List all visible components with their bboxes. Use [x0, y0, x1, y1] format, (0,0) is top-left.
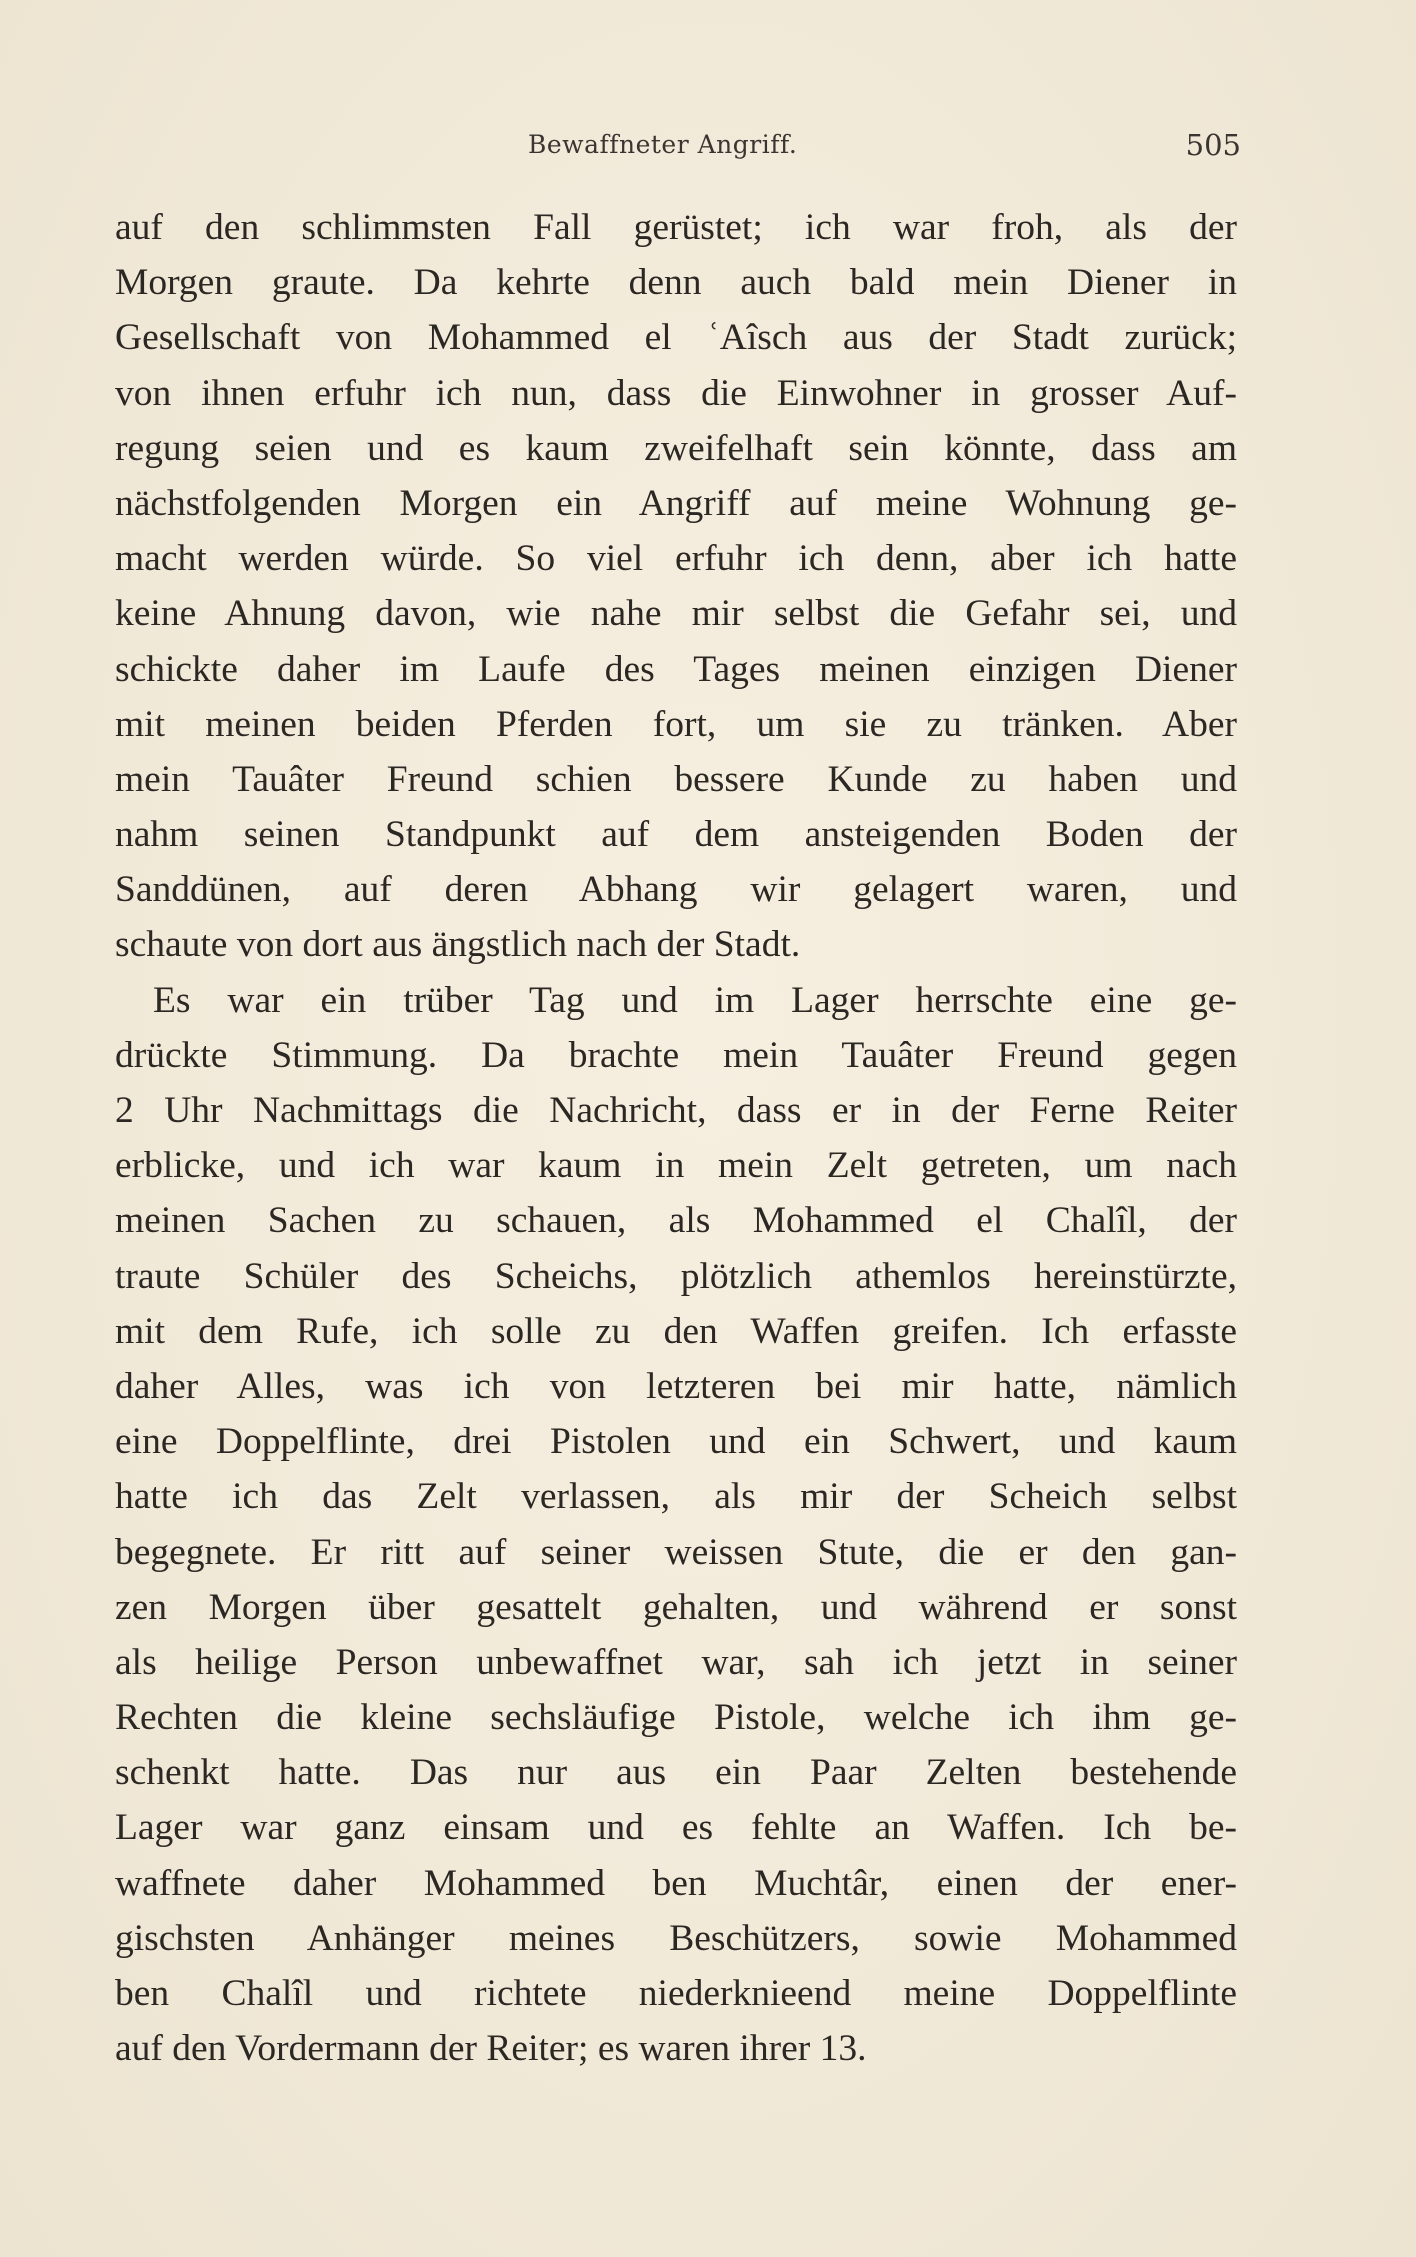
text-line: begegnete. Er ritt auf seiner weissen Stute, die er den gan- — [115, 1531, 1237, 1573]
text-line: regung seien und es kaum zweifelhaft sein könnte, dass am — [115, 427, 1237, 469]
text-line: mit meinen beiden Pferden fort, um sie zu tränken. Aber — [115, 703, 1237, 745]
text-line: mein Tauâter Freund schien bessere Kunde zu haben und — [115, 758, 1237, 800]
text-line: erblicke, und ich war kaum in mein Zelt getreten, um nach — [115, 1145, 1237, 1187]
text-line: Morgen graute. Da kehrte denn auch bald mein Diener in — [115, 262, 1237, 304]
text-line: hatte ich das Zelt verlassen, als mir der Scheich selbst — [115, 1476, 1237, 1518]
text-line: Rechten die kleine sechsläufige Pistole, welche ich ihm ge- — [115, 1697, 1237, 1739]
text-line: Gesellschaft von Mohammed el ʿAîsch aus der Stadt zurück; — [115, 317, 1237, 359]
text-line: drückte Stimmung. Da brachte mein Tauâter Freund gegen — [115, 1034, 1237, 1076]
text-line: schenkt hatte. Das nur aus ein Paar Zelten bestehende — [115, 1752, 1237, 1794]
text-line: keine Ahnung davon, wie nahe mir selbst die Gefahr sei, und — [115, 593, 1237, 635]
body-text — [115, 200, 1237, 2076]
text-line: waffnete daher Mohammed ben Muchtâr, einen der ener- — [115, 1862, 1237, 1904]
running-title: Bewaffneter Angriff. — [528, 130, 798, 159]
text-line: daher Alles, was ich von letzteren bei mir hatte, nämlich — [115, 1365, 1237, 1407]
text-line: als heilige Person unbewaffnet war, sah ich jetzt in seiner — [115, 1641, 1237, 1683]
text-line: ben Chalîl und richtete niederknieend meine Doppelflinte — [115, 1973, 1237, 2014]
page-header — [0, 120, 1416, 180]
text-line: nächstfolgenden Morgen ein Angriff auf meine Wohnung ge- — [115, 482, 1237, 524]
text-line: eine Doppelflinte, drei Pistolen und ein Schwert, und kaum — [115, 1421, 1237, 1463]
page-number: 505 — [1185, 128, 1241, 162]
text-line: traute Schüler des Scheichs, plötzlich athemlos hereinstürzte, — [115, 1255, 1237, 1297]
text-line: auf den schlimmsten Fall gerüstet; ich war froh, als der — [115, 207, 1237, 248]
text-line: Es war ein trüber Tag und im Lager herrschte eine ge- — [153, 979, 1237, 1021]
text-line: 2 Uhr Nachmittags die Nachricht, dass er in der Ferne Reiter — [115, 1090, 1237, 1131]
text-line: gischsten Anhänger meines Beschützers, sowie Mohammed — [115, 1917, 1237, 1959]
text-line: von ihnen erfuhr ich nun, dass die Einwohner in grosser Auf- — [115, 372, 1237, 414]
text-line: mit dem Rufe, ich solle zu den Waffen greifen. Ich erfasste — [115, 1310, 1237, 1352]
text-line: schickte daher im Laufe des Tages meinen einzigen Diener — [115, 648, 1237, 690]
text-line: meinen Sachen zu schauen, als Mohammed el Chalîl, der — [115, 1200, 1237, 1242]
text-line: macht werden würde. So viel erfuhr ich denn, aber ich hatte — [115, 538, 1237, 580]
text-line: zen Morgen über gesattelt gehalten, und während er sonst — [115, 1586, 1237, 1628]
paragraph-2 — [115, 973, 1237, 2077]
text-line: auf den Vordermann der Reiter; es waren ihrer 13. — [115, 2028, 867, 2070]
paragraph-1 — [115, 200, 1237, 973]
text-line: nahm seinen Standpunkt auf dem ansteigenden Boden der — [115, 814, 1237, 856]
text-line: Lager war ganz einsam und es fehlte an Waffen. Ich be- — [115, 1807, 1237, 1849]
text-line: Sanddünen, auf deren Abhang wir gelagert waren, und — [115, 869, 1237, 911]
text-line: schaute von dort aus ängstlich nach der Stadt. — [115, 924, 801, 966]
